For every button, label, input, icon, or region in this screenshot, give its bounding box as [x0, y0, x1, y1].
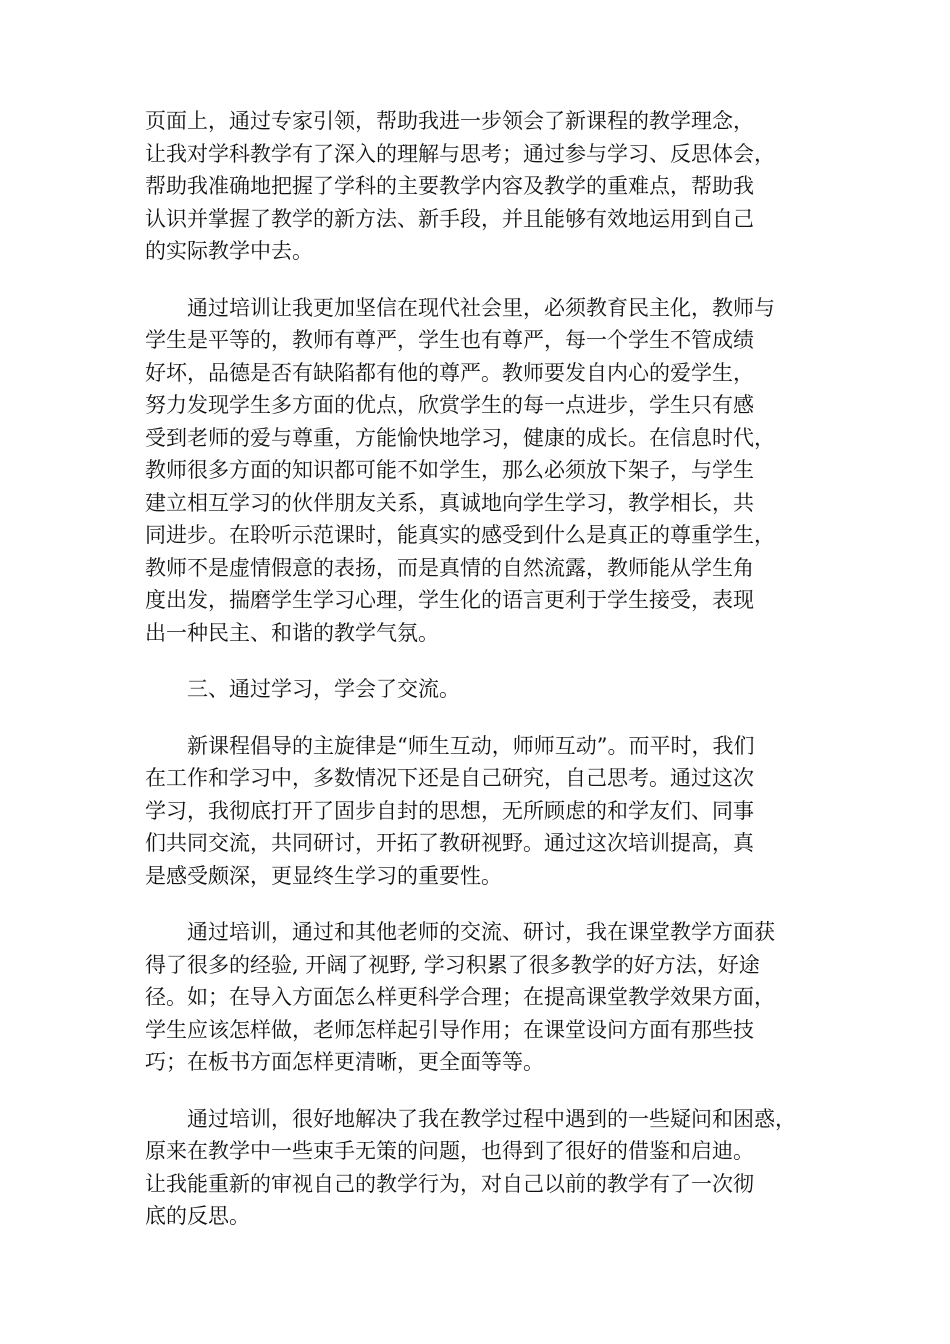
paragraph-2: 通过培训让我更加坚信在现代社会里，必须教育民主化，教师与 学生是平等的，教师有尊严，学生也有尊严，每一个学生不管成绩 好坏，品德是否有缺陷都有他的尊严。教师要发自内心的爱学生， 努力发现学生多方面的优点，欣赏学生的每一点进步，学生只有感 受到老师的爱与尊重，方能愉快地学习，健康的成长。在信息时代， 教师很多方面的知识都可能不如学生，那么必须放下架子，与学生 建立相互学习的伙伴朋友关系，真诚地向学生学习，教学相长，共 同进步。在聆听示范课时，能真实的感受到什么是真正的尊重学生， 教师不是虚情假意的表扬，而是真情的自然流露，教师能从学生角 度出发，揣磨学生学习心理，学生化的语言更利于学生接受，表现 出一种民主、和谐的教学气氛。 — [145, 295, 775, 645]
paragraph-1: 页面上，通过专家引领，帮助我进一步领会了新课程的教学理念， 让我对学科教学有了深入的理解与思考；通过参与学习、反思体会， 帮助我准确地把握了学科的主要教学内容及教学的重难点，帮助我 认识并掌握了教学的新方法、新手段，并且能够有效地运用到自己 的实际教学中去。 — [145, 109, 775, 263]
paragraph-5: 通过培训，很好地解决了我在教学过程中遇到的一些疑问和困惑， 原来在教学中一些束手无策的问题，也得到了很好的借鉴和启迪。 让我能重新的审视自己的教学行为，对自己以前的教学有了一次彻 底的反思。 — [145, 1106, 796, 1228]
document-body — [145, 105, 825, 1233]
section-heading: 三、通过学习，学会了交流。 — [145, 677, 460, 701]
paragraph-4: 通过培训，通过和其他老师的交流、研讨，我在课堂教学方面获 得了很多的经验, 开阔了视野, 学习积累了很多教学的好方法，好途 径。如；在导入方面怎么样更科学合理；在提高课堂教学效果方面， 学生应该怎样做，老师怎样起引导作用；在课堂设问方面有那些技 巧；在板书方面怎样更清晰，更全面等等。 — [145, 920, 775, 1074]
paragraph-3: 新课程倡导的主旋律是“师生互动，师师互动”。而平时，我们 在工作和学习中，多数情况下还是自己研究，自己思考。通过这次 学习，我彻底打开了固步自封的思想，无所顾虑的和学友们、同事 们共同交流，共同研讨，开拓了教研视野。通过这次培训提高，真 是感受颇深，更显终生学习的重要性。 — [145, 733, 755, 888]
